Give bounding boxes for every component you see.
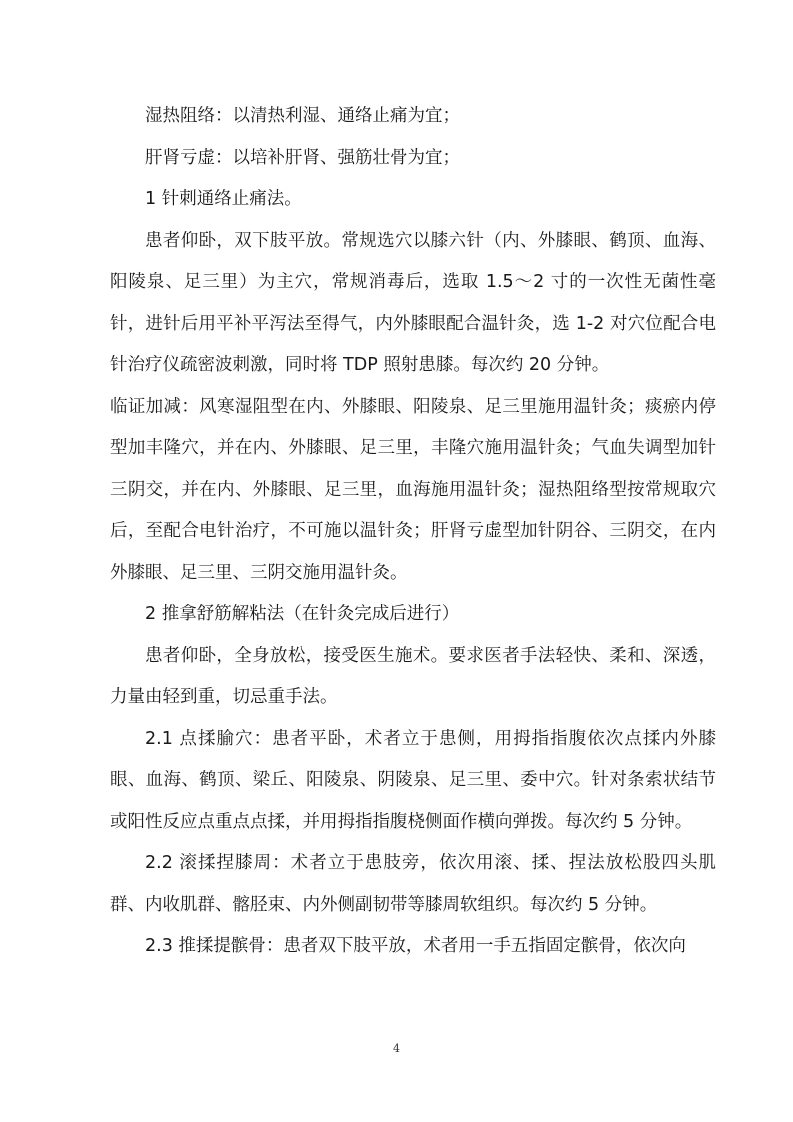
paragraph-rolling-kneading: 2.2 滚揉捏膝周：术者立于患肢旁，依次用滚、揉、捏法放松股四头肌群、内收肌群、髂胫束、内外侧副韧带等膝周软组织。每次约 5 分钟。 — [110, 853, 716, 915]
section-heading-massage: 2 推拿舒筋解粘法（在针灸完成后进行） — [145, 604, 460, 624]
paragraph-liver-kidney: 肝肾亏虚：以培补肝肾、强筋壮骨为宜； — [145, 147, 460, 168]
paragraph-clinical-modification: 临证加减：风寒湿阻型在内、外膝眼、阳陵泉、足三里施用温针灸；痰瘀内停型加丰隆穴，并在内、外膝眼、足三里，丰隆穴施用温针灸；气血失调型加针三阴交，并在内、外膝眼、足三里，血海施用温针灸；湿热阻络型按常规取穴后，至配合电针治疗，不可施以温针灸；肝肾亏虚型加针阴谷、三阴交，在内外膝眼、足三里、三阴交施用温针灸。 — [110, 396, 716, 583]
paragraph-patella-lifting: 2.3 推揉提髌骨：患者双下肢平放，术者用一手五指固定髌骨，依次向 — [145, 936, 686, 956]
paragraph-acupuncture-procedure: 患者仰卧，双下肢平放。常规选穴以膝六针（内、外膝眼、鹤顶、血海、阳陵泉、足三里）为主穴，常规消毒后，选取 1.5～2 寸的一次性无菌性毫针，进针后用平补平泻法至得气，内外膝眼配合温针灸，选 1-2 对穴位配合电针治疗仪疏密波刺激，同时将 TDP 照射患膝。每次约 20 分钟。 — [110, 230, 716, 375]
section-heading-acupuncture: 1 针刺通络止痛法。 — [145, 189, 302, 209]
body-text — [110, 96, 716, 968]
paragraph-damp-heat: 湿热阻络：以清热利湿、通络止痛为宜； — [145, 106, 460, 126]
paragraph-massage-requirements: 患者仰卧，全身放松，接受医生施术。要求医者手法轻快、柔和、深透，力量由轻到重，切忌重手法。 — [110, 645, 716, 707]
page-number: 4 — [393, 1042, 400, 1055]
paragraph-point-kneading: 2.1 点揉腧穴：患者平卧，术者立于患侧，用拇指指腹依次点揉内外膝眼、血海、鹤顶、梁丘、阳陵泉、阴陵泉、足三里、委中穴。针对条索状结节或阳性反应点重点点揉，并用拇指指腹桡侧面作横向弹拨。每次约 5 分钟。 — [110, 728, 716, 832]
